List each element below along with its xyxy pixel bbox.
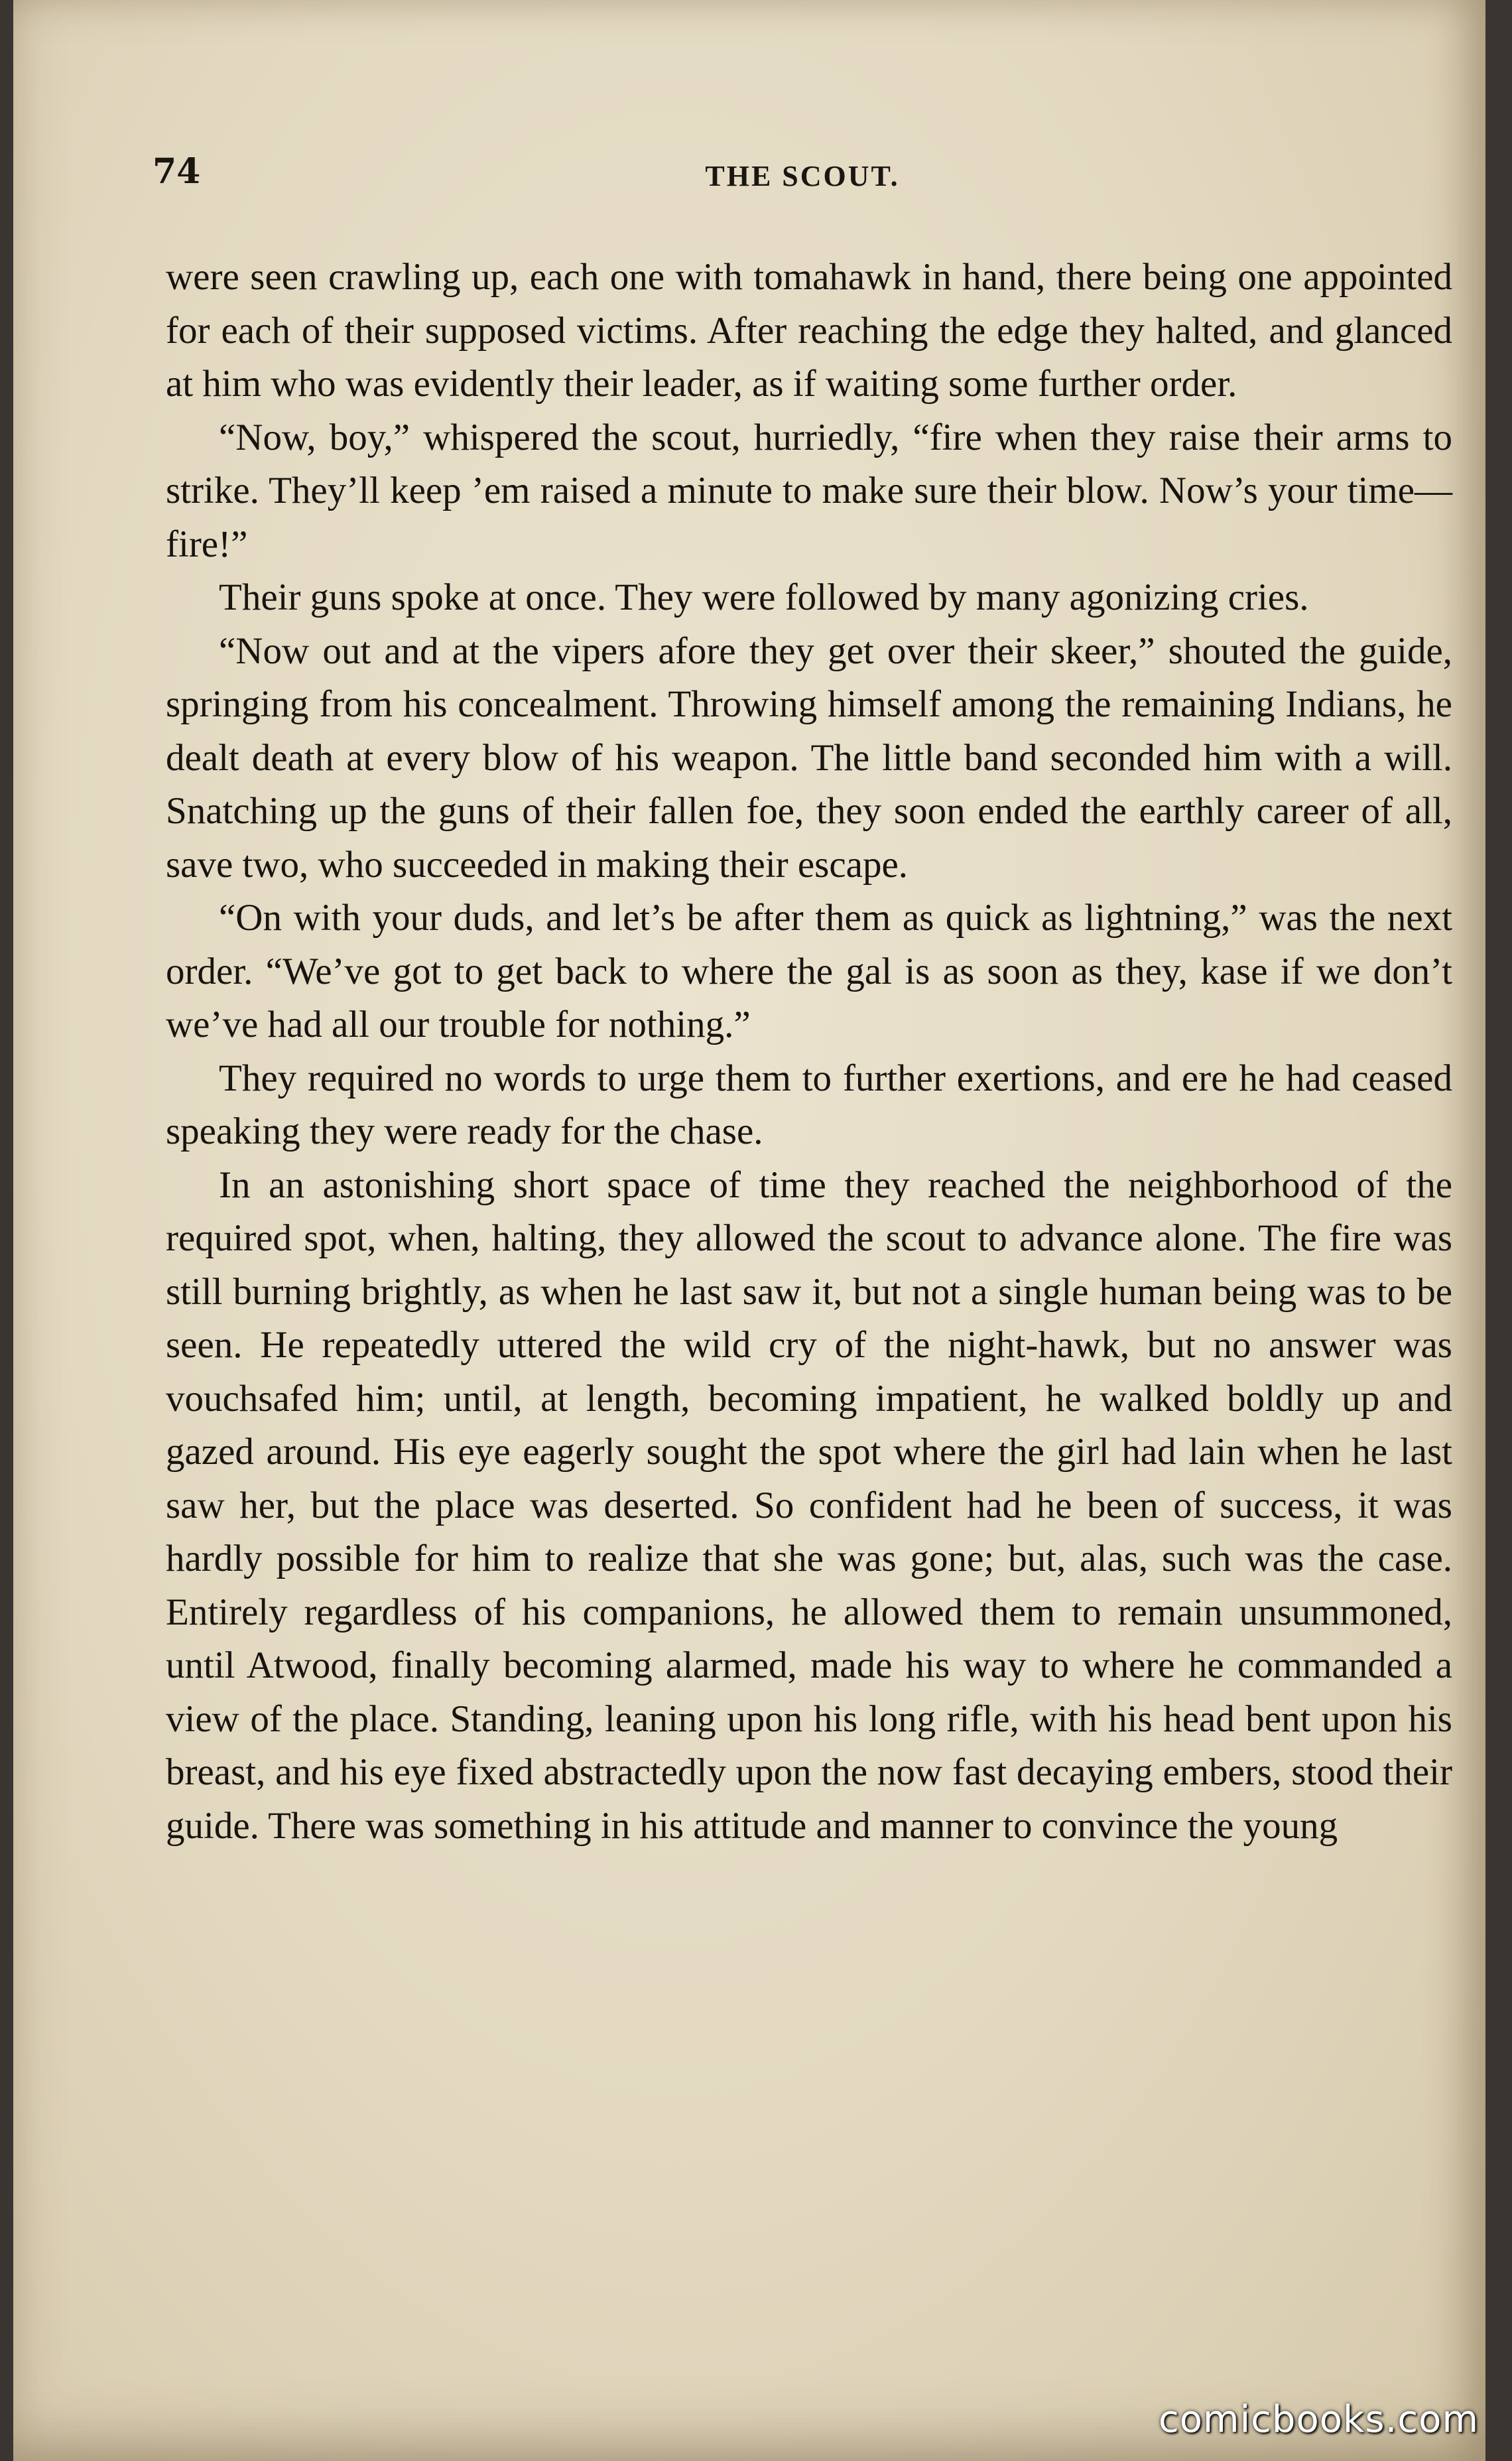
running-title: THE SCOUT. <box>705 160 900 192</box>
body-text <box>166 251 1452 1853</box>
paragraph: “On with your duds, and let’s be after them as quick as lightning,” was the next order. “We’ve got to get back to where the gal is as soon as they, kase if we don’t we’ve had all our trouble for nothing.” <box>166 897 1452 1045</box>
watermark: comicbooks.com <box>1158 2398 1479 2441</box>
paragraph: They required no words to urge them to further exertions, and ere he had ceased speaking they were ready for the chase. <box>166 1057 1452 1152</box>
paragraph: “Now, boy,” whispered the scout, hurriedly, “fire when they raise their arms to strike. They’ll keep ’em raised a minute to make sure their blow. Now’s your time—fire!” <box>166 416 1452 565</box>
page-header <box>153 146 1452 206</box>
book-page <box>13 0 1485 2461</box>
paragraph: “Now out and at the vipers afore they get over their skeer,” shouted the guide, springing from his concealment. Throwing himself among the remaining Indians, he dealt death at every blow of his weapon. The little band seconded him with a will. Snatching up the guns of their fallen foe, they soon ended the earthly career of all, save two, who succeeded in making their escape. <box>166 630 1452 886</box>
paragraph: In an astonishing short space of time they reached the neighborhood of the required spot, when, halting, they allowed the scout to advance alone. The fire was still burning brightly, as when he last saw it, but not a single human being was to be seen. He repeatedly uttered the wild cry of the night-hawk, but no answer was vouchsafed him; until, at length, becoming impatient, he walked boldly up and gazed around. His eye eagerly sought the spot where the girl had lain when he last saw her, but the place was deserted. So confident had he been of success, it was hardly possible for him to realize that she was gone; but, alas, such was the case. Entirely regardless of his companions, he allowed them to remain unsummoned, until Atwood, finally becoming alarmed, made his way to where he commanded a view of the place. Standing, leaning upon his long rifle, with his head bent upon his breast, and his eye fixed abstractedly upon the now fast decaying embers, stood their guide. There was something in his attitude and manner to convince the young <box>166 1164 1452 1847</box>
paragraph: Their guns spoke at once. They were followed by many agonizing cries. <box>219 576 1309 618</box>
paragraph: were seen crawling up, each one with tomahawk in hand, there being one appointed for each of their supposed victims. After reaching the edge they halted, and glanced at him who was evidently their leader, as if waiting some further order. <box>166 256 1452 405</box>
page-number: 74 <box>153 151 201 192</box>
